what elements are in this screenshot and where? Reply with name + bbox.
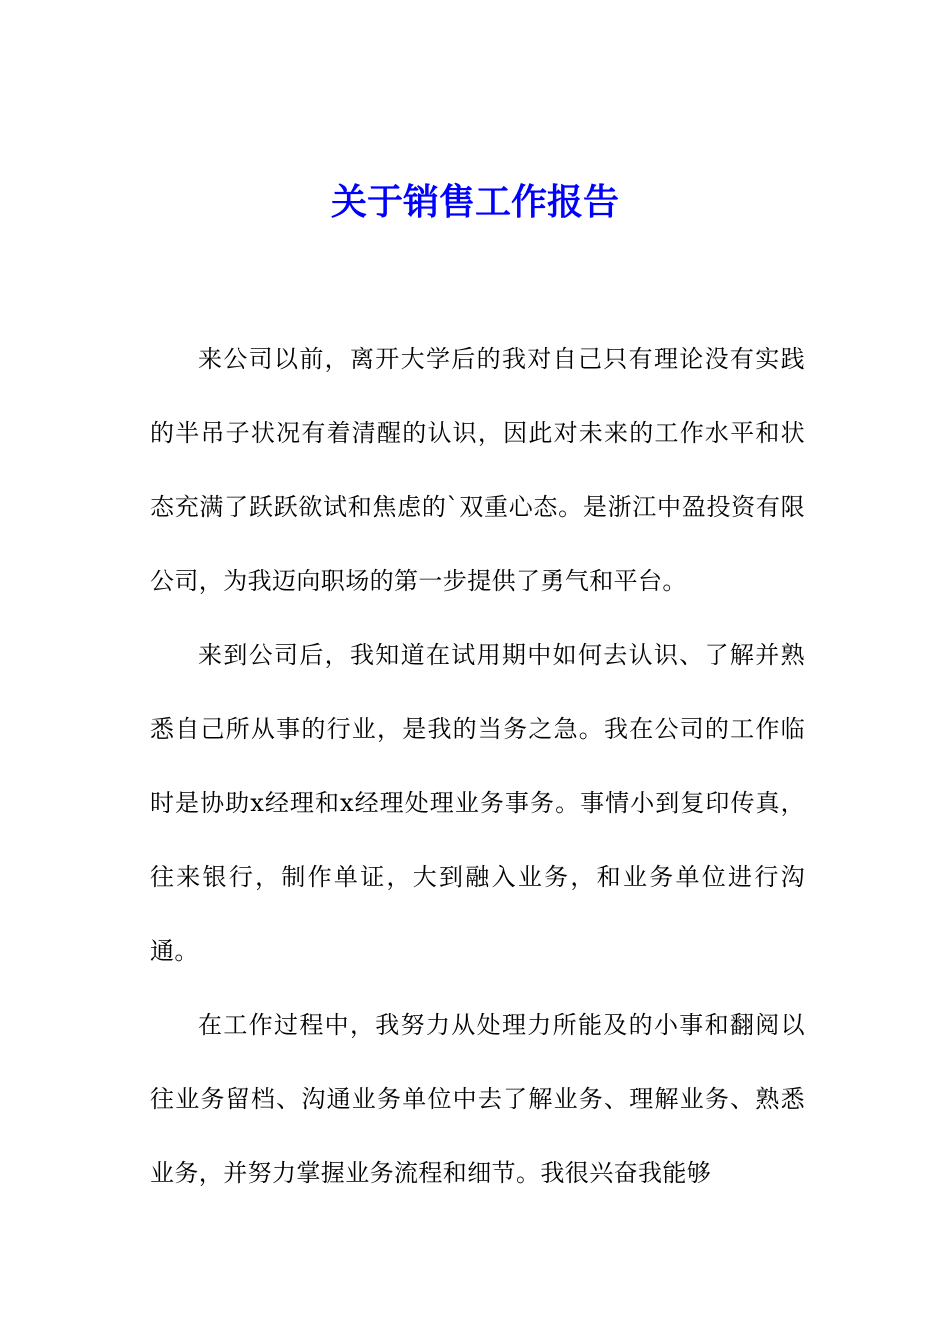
paragraph-3: 在工作过程中，我努力从处理力所能及的小事和翻阅以往业务留档、沟通业务单位中去了解业务、理解业务、熟悉业务，并努力掌握业务流程和细节。我很兴奋我能够: [150, 1011, 805, 1187]
page-title: 关于销售工作报告: [330, 182, 619, 223]
paragraph-2: 来到公司后，我知道在试用期中如何去认识、了解并熟悉自己所从事的行业，是我的当务之急。我在公司的工作临时是协助x经理和x经理处理业务事务。事情小到复印传真，往来银行，制作单证，大到融入业务，和业务单位进行沟通。: [150, 641, 805, 965]
paragraph-1: 来公司以前，离开大学后的我对自己只有理论没有实践的半吊子状况有着清醒的认识，因此对未来的工作水平和状态充满了跃跃欲试和焦虑的`双重心态。是浙江中盈投资有限公司，为我迈向职场的第一步提供了勇气和平台。: [150, 345, 805, 595]
document-body: [150, 322, 805, 1210]
